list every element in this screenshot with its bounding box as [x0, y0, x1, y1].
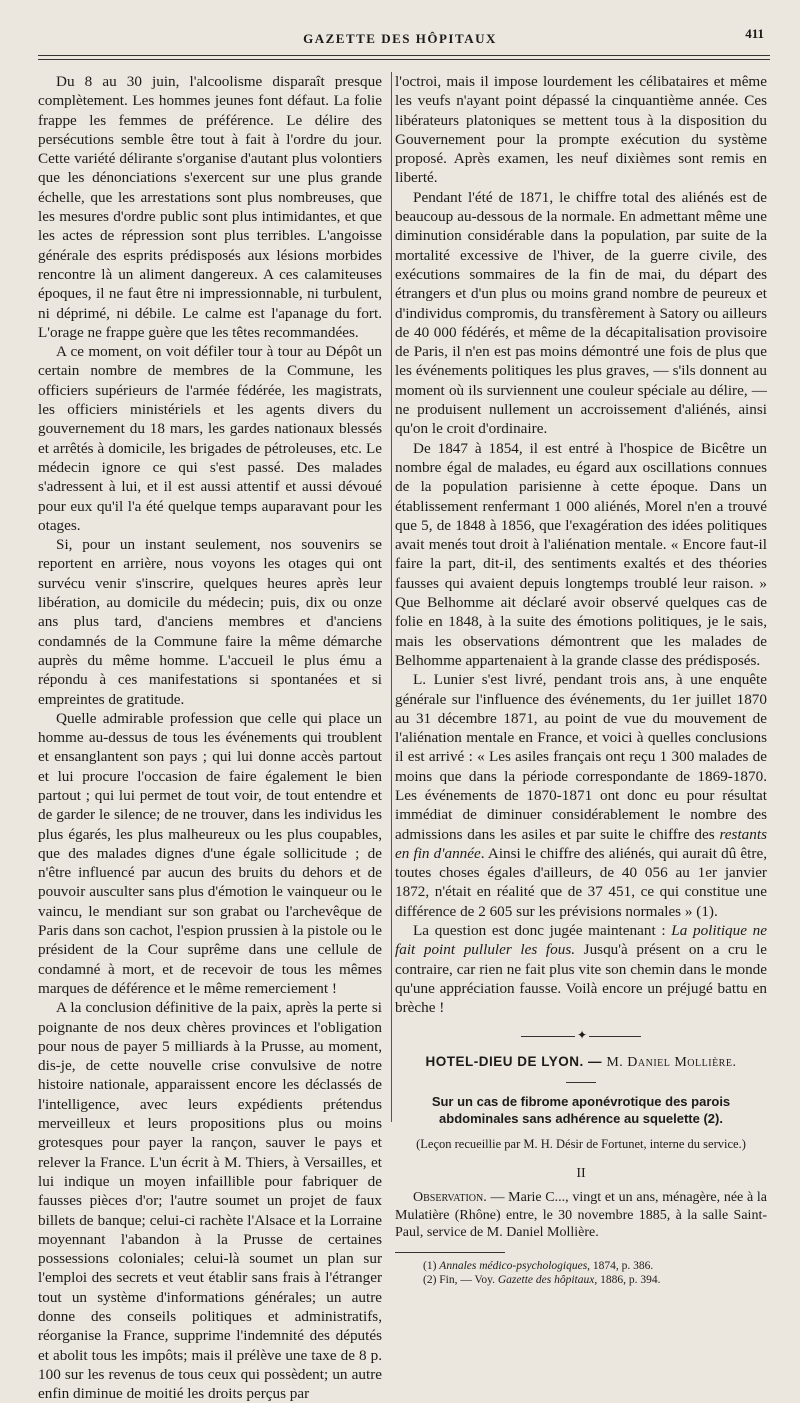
section-separator: [521, 1027, 641, 1042]
left-column: [38, 72, 382, 1403]
paragraph: Du 8 au 30 juin, l'alcoolisme disparaît presque complètement. Les hommes jeunes font défaut. La folie frappe les femmes de préférence. Le délire des persécutions semble être tout à fait à l'ordre du jour. Cette variété délirante s'organise d'autant plus volontiers que les dénonciations s'exercent sur une plus grande échelle, que les arrestations sont plus nombreuses, que les mesures d'ordre public sont plus intimidantes, et que les actes de répression sont plus terribles. L'angoisse générale des esprits prédisposés aux lésions morbides rencontre là un aliment dangereux. A ces calamiteuses époques, il ne faut être ni impressionnable, ni turbulent, ni déprimé, ni débile. Le calme est l'apanage du fort. L'orage ne frappe guère que les têtes recommandées.: [38, 73, 382, 341]
italic-run: Annales médico-psychologiques: [439, 1259, 588, 1272]
text-run: , 1874, p. 386.: [587, 1259, 654, 1272]
running-title: GAZETTE DES HÔPITAUX: [303, 31, 497, 46]
page-number: 411: [745, 26, 764, 41]
section-heading: [395, 1052, 767, 1072]
text-run: . Ainsi le chiffre des aliénés, qui aurait dû être, toutes choses égales d'ailleurs, de 40 056 au 1er janvier 1872, n'était en réalité que de 37 451, ce qui constitue une différence de 2 605 sur les prévisions normales » (1).: [395, 844, 767, 920]
italic-run: La politique ne fait point pulluler les fous.: [395, 922, 767, 959]
right-column: [395, 72, 767, 1287]
footnote: [395, 1273, 767, 1287]
paragraph: A la conclusion définitive de la paix, après la perte si poignante de nos deux chères provinces et l'obligation pour nous de payer 5 milliards à la Prusse, au moment, dis-je, de cette nouvelle crise convulsive de notre histoire nationale, apparaissent encore les déclassés de l'intelligence, avec leurs expédients prétendus merveilleux et leurs propositions plus ou moins grotesques pour payer la rançon, sauver le pays et relever la France. L'un écrit à M. Thiers, à Versailles, et lui indique un moyen infaillible pour fabriquer de fausses pièces d'or; l'autre soumet un projet de faux billets de banque; celui-ci rachète l'Alsace et la Lorraine moyennant l'abandon à la Prusse de certaines possessions coloniales; celui-là soumet un plan sur l'emploi des secrets et veut établir sans frais à l'étranger tout un système d'informations générales; un autre donne des conseils politiques et administratifs, réorganise la France, supprime l'indemnité des députés et abolit tous les impôts; mais il prélève une taxe de 8 p. 100 sur les revenus de tous ceux qui possèdent; un autre enfin diminue de moitié les droits perçus par: [38, 999, 382, 1403]
paragraph: Quelle admirable profession que celle qui place un homme au-dessus de tous les événements qui troublent et ensanglantent son pays ; qui lui donne accès partout et lui procure l'occasion de faire également le bien partout ; qui lui permet de tout voir, de tout entendre et de garder le silence; de ne trouver, dans les individus les plus égarés, les plus malheureux ou les plus coupables, que des malades dignes d'une égale sollicitude ; de n'être influencé par aucun des bruits du dehors et de pouvoir ausculter sans plus d'émotion le vainqueur ou le vaincu, le mendiant sur son grabat ou l'archevêque de Paris dans son cachot, l'espion prussien à la pistole ou le président de la Cour suprême dans une cellule de condamné à mort, et de recevoir de tous les mêmes marques de déférence et le même remerciement !: [38, 709, 382, 997]
text-run: La question est donc jugée maintenant :: [413, 922, 672, 940]
header-rule: [38, 55, 770, 56]
case-title: Sur un cas de fibrome aponévrotique des parois abdominales sans adhérence au squelette (2).: [431, 1093, 731, 1126]
section-title: HOTEL-DIEU DE LYON. —: [425, 1053, 603, 1069]
ornament-icon: ✦: [575, 1026, 589, 1045]
footnote-rule: [395, 1252, 505, 1253]
column-divider: [391, 72, 392, 1122]
text-run: (1): [423, 1259, 440, 1272]
section-author: M. Daniel Mollière.: [606, 1054, 737, 1070]
italic-run: Gazette des hôpitaux: [497, 1273, 595, 1286]
text-run: (2) Fin, — Voy.: [423, 1273, 498, 1286]
short-rule: [566, 1082, 596, 1083]
paragraph: [395, 1189, 767, 1242]
paragraph: [395, 670, 767, 921]
footnote: [395, 1259, 767, 1273]
paragraph: [395, 921, 767, 1017]
observation-label: Observation.: [413, 1190, 487, 1206]
text-run: — Marie C..., vingt et un ans, ménagère, née à la Mulatière (Rhône) entre, le 30 novembre 1885, à la salle Saint-Paul, service de M. Daniel Mollière.: [395, 1190, 767, 1241]
lecture-note: (Leçon recueillie par M. H. Désir de Fortunet, interne du service.): [416, 1136, 746, 1151]
text-run: Jusqu'à présent on a cru le contraire, car rien ne fait plus vite son chemin dans le monde qu'une appréciation fausse. Voilà encore un préjugé battu en brèche !: [395, 941, 767, 1017]
paragraph: l'octroi, mais il impose lourdement les célibataires et même les veufs n'ayant point dépassé la cinquantième année. Ces libérateurs platoniques se mettent tous à la disposition du Gouvernement pour la prompte exécution du système proposé. Après examen, les neuf dixièmes sont remis en liberté.: [395, 73, 767, 187]
text-run: L. Lunier s'est livré, pendant trois ans, à une enquête générale sur l'influence des événements, du 1er juillet 1870 au 31 décembre 1871, au point de vue du mouvement de l'aliénation mentale en France, et voici à quelles conclusions il est arrivé : « Les asiles français ont reçu 1 300 malades de moins que dans la période correspondante de 1869-1870. Les événements de 1870-1871 ont donc eu pour résultat immédiat de diminuer considérablement le nombre des admissions dans les asiles et par suite le chiffre des: [395, 671, 767, 843]
paragraph: Si, pour un instant seulement, nos souvenirs se reportent en arrière, nous voyons les otages qui ont survécu venir s'inscrire, quelques heures après leur libération, au domicile du médecin; puis, dix ou onze ans plus tard, d'anciens membres et d'anciens condamnés de la Commune faire la même démarche auprès du même homme. L'accueil le plus ému a répondu à ces manifestations si spontanées et si empreintes de gratitude.: [38, 536, 382, 708]
header-rule-thin: [38, 59, 770, 60]
paragraph: Pendant l'été de 1871, le chiffre total des aliénés est de beaucoup au-dessous de la normale. En admettant même une diminution considérable dans la population, par suite de la mortalité excessive de l'hiver, de la guerre civile, des exécutions sommaires de la fin de mai, du départ des étrangers et d'un plus ou moins grand nombre de peureux et d'individus compromis, du transfèrement à Satory ou ailleurs de 40 000 fédérés, et même de la décapitalisation provisoire de Paris, il n'en est pas moins démontré une fois de plus que les événements politiques les plus graves, — s'ils donnent au moment où ils surviennent une couleur spéciale au délire, — ne produisent nullement un accroissement d'aliénés, ainsi qu'on le croit d'ordinaire.: [395, 188, 767, 438]
page-header: [0, 0, 800, 70]
part-number: II: [576, 1166, 586, 1182]
observation: [395, 1189, 767, 1242]
text-run: , 1886, p. 394.: [594, 1273, 661, 1286]
italic-run: restants en fin d'année: [395, 825, 767, 862]
paragraph: A ce moment, on voit défiler tour à tour au Dépôt un certain nombre de membres de la Commune, les officiers supérieurs de l'armée fédérée, les magistrats, les officiers ministériels et les agents divers du gouvernement du 18 mars, les gardes nationaux blessés et arrêtés à domicile, les brigades de pétroleuses, etc. Le médecin ignore ce qui s'est passé. Des malades s'adressent à lui, et il est aussi attentif et aussi dévoué pour eux qu'il l'a été quelque temps auparavant pour les otages.: [38, 343, 382, 534]
paragraph: De 1847 à 1854, il est entré à l'hospice de Bicêtre un nombre égal de malades, eu égard aux oscillations connues de la population parisienne à cette époque. Dans un établissement renfermant 1 000 aliénés, Morel n'en a trouvé que 5, de 1848 à 1856, que l'exagération des idées politiques avait menés tout droit à l'aliénation mentale. « Encore faut-il faire la part, dit-il, des sentiments exaltés et des théories fausses qui avaient depuis longtemps troublé leur raison. » Que Belhomme ait déclaré avoir observé quelques cas de folie en 1848, à la suite des émotions politiques, je le sais, mais les observations démontrent que les malades de Belhomme appartenaient à la grande classe des prédisposés.: [395, 439, 767, 669]
